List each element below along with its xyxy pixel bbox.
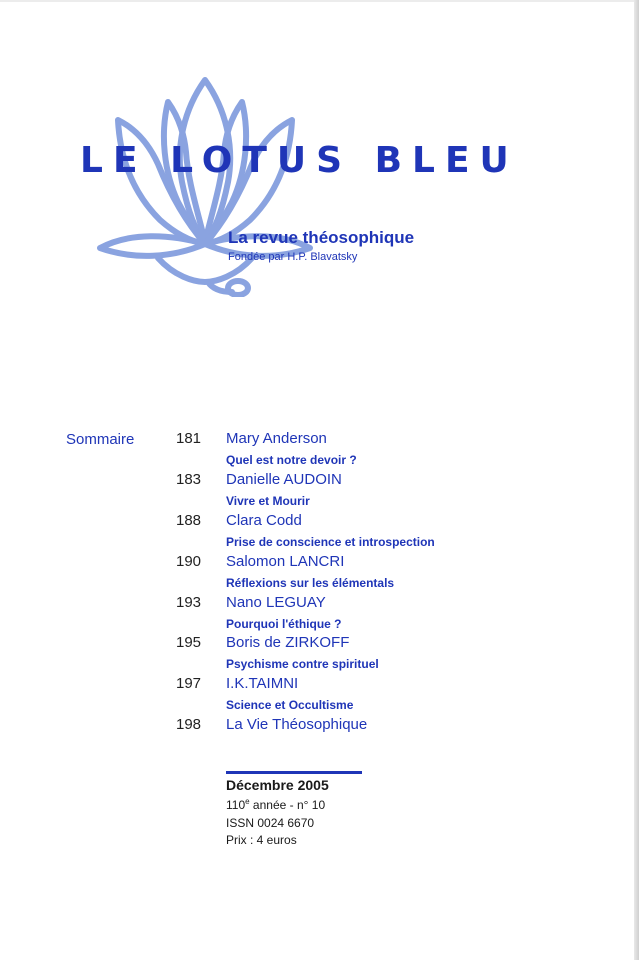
toc-entry <box>0 551 639 591</box>
toc-entry <box>0 632 639 672</box>
toc-page-number: 197 <box>176 675 202 692</box>
toc-entry <box>0 673 639 713</box>
table-of-contents <box>0 428 639 748</box>
toc-entry <box>0 592 639 632</box>
toc-author: La Vie Théosophique <box>226 716 368 733</box>
page-top-edge <box>0 0 639 2</box>
toc-page-number: 183 <box>176 471 202 488</box>
toc-author: Salomon LANCRI <box>226 553 345 570</box>
toc-article-title: Psychisme contre spirituel <box>226 657 379 671</box>
toc-author: Boris de ZIRKOFF <box>226 634 350 651</box>
toc-page-number: 188 <box>176 512 202 529</box>
issue-date: Décembre 2005 <box>226 777 329 793</box>
toc-author: Mary Anderson <box>226 430 327 447</box>
lotus-sepal-left <box>100 236 205 256</box>
issue-year-value: 110 <box>226 798 246 812</box>
toc-author: Clara Codd <box>226 512 302 529</box>
toc-entry <box>0 510 639 550</box>
toc-page-number: 181 <box>176 430 202 447</box>
toc-entry <box>0 714 639 754</box>
toc-page-number: 198 <box>176 716 202 733</box>
toc-author: I.K.TAIMNI <box>226 675 299 692</box>
toc-article-title: Science et Occultisme <box>226 698 354 712</box>
toc-article-title: Vivre et Mourir <box>226 494 310 508</box>
toc-page-number: 190 <box>176 553 202 570</box>
toc-heading: Sommaire <box>66 431 135 448</box>
lotus-stem-node <box>228 281 248 295</box>
toc-author: Danielle AUDOIN <box>226 471 342 488</box>
toc-article-title: Quel est notre devoir ? <box>226 453 357 467</box>
founder-note: Fondée par H.P. Blavatsky <box>228 251 358 263</box>
magazine-subtitle: La revue théosophique <box>228 228 415 247</box>
toc-article-title: Réflexions sur les élémentals <box>226 576 395 590</box>
magazine-title: LE LOTUS BLEU <box>80 140 519 181</box>
toc-article-title: Pourquoi l'éthique ? <box>226 617 342 631</box>
issue-year-number <box>226 798 325 812</box>
issue-price: Prix : 4 euros <box>226 833 297 847</box>
lotus-flower-icon <box>90 72 320 297</box>
toc-article-title: Prise de conscience et introspection <box>226 535 435 549</box>
toc-entry <box>0 428 639 468</box>
issue-number: année - n° 10 <box>249 798 326 812</box>
toc-page-number: 195 <box>176 634 202 651</box>
toc-page-number: 193 <box>176 594 202 611</box>
issue-issn: ISSN 0024 6670 <box>226 816 315 830</box>
toc-entry <box>0 469 639 509</box>
issue-divider <box>226 771 362 774</box>
issue-year-suffix: e <box>245 797 250 806</box>
toc-author: Nano LEGUAY <box>226 594 326 611</box>
